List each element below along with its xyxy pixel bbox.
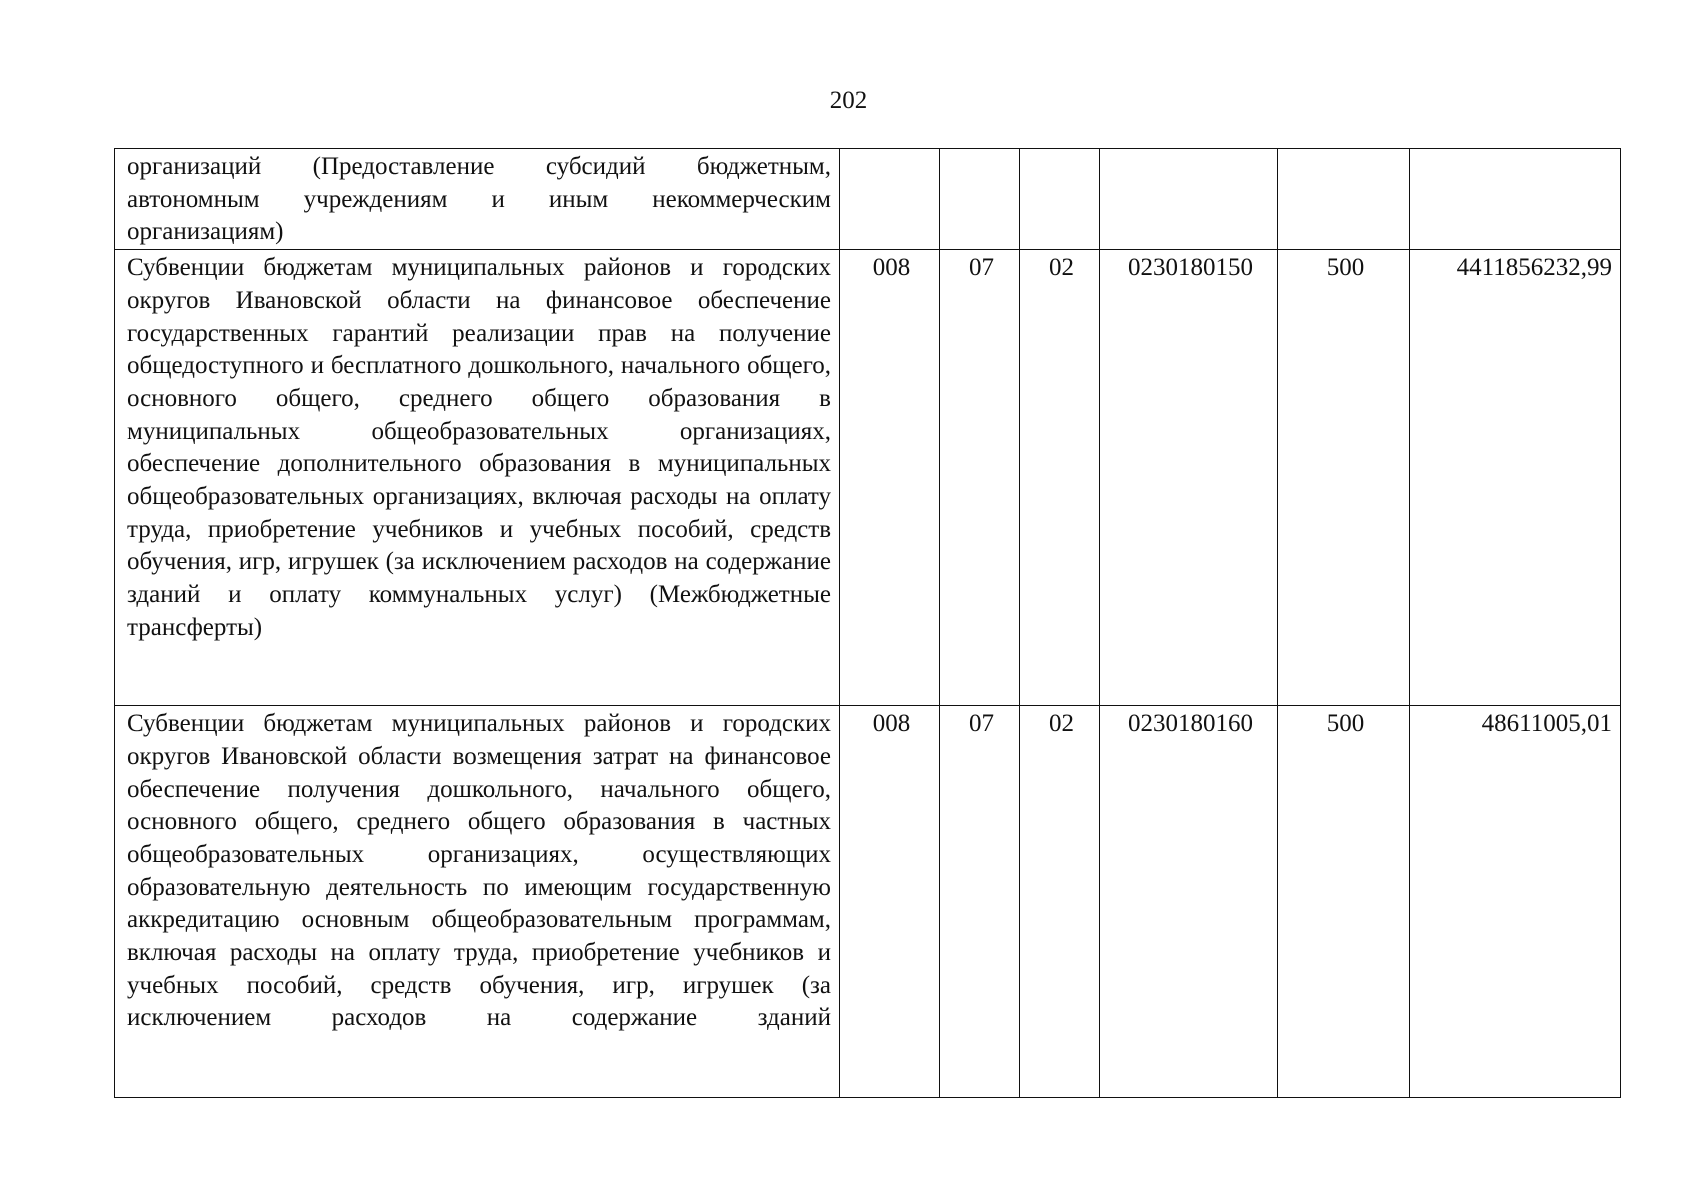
description-line: автономным учреждениям и иным некоммерческим (127, 185, 831, 213)
ministry-code-cell: 008 (840, 250, 940, 706)
description-line: общеобразовательных организациях, осуществляющих (127, 840, 831, 868)
table-row (115, 250, 1621, 706)
description-line: среднего общего образования в частных (356, 808, 831, 836)
description-line: на оплату труда, приобретение учебников и учебных (127, 483, 831, 543)
description-line: городских округов Ивановской области на финансовое (127, 254, 831, 314)
description-line: пособий, средств обучения, игр, игрушек (246, 971, 774, 999)
description-line: организаций (Предоставление субсидий бюджетным, (127, 153, 831, 180)
ministry-code-cell: 008 (840, 706, 940, 1098)
expense-type-cell: 500 (1278, 706, 1410, 1098)
subsection-code-cell: 02 (1020, 250, 1100, 706)
description-line: (за исключением расходов на содержание зданий (127, 971, 832, 1032)
amount-cell: 48611005,01 (1410, 706, 1621, 1098)
description-line: городских округов Ивановской области возмещения (127, 710, 831, 770)
description-line: оплату труда, приобретение учебников и учебных (127, 939, 831, 999)
description-line: образовательную деятельность по имеющим (127, 873, 632, 901)
table-row (115, 149, 1621, 250)
table-body (115, 149, 1621, 1098)
description-line: (за исключением расходов на содержание зданий и (127, 548, 831, 609)
table-row (115, 706, 1621, 1098)
description-line: общеобразовательных организациях, включая расходы (127, 483, 718, 511)
page-number: 202 (829, 87, 868, 114)
expense-type-cell (1278, 149, 1410, 250)
description-cell (115, 250, 840, 706)
description-line: дошкольного, начального общего, основного общего, (127, 352, 832, 412)
expense-type-cell: 500 (1278, 250, 1410, 706)
description-cell (115, 149, 840, 250)
description-line: среднего общего образования в муниципальных (127, 384, 831, 445)
amount-cell: 4411856232,99 (1410, 250, 1621, 706)
section-code-cell: 07 (940, 250, 1020, 706)
description-line: государственную аккредитацию основным (127, 873, 831, 934)
description-line: общеобразовательных организациях, обеспечение (127, 417, 832, 478)
subsection-code-cell (1020, 149, 1100, 250)
description-cell (115, 706, 840, 1098)
target-article-cell: 0230180150 (1100, 250, 1278, 706)
budget-table (114, 148, 1621, 1098)
ministry-code-cell (840, 149, 940, 250)
target-article-cell (1100, 149, 1278, 250)
description-line: затрат на финансовое обеспечение получения (127, 742, 832, 803)
description-line: пособий, средств обучения, игр, игрушек (127, 515, 832, 576)
description-line: обеспечение государственных гарантий реализации прав (127, 286, 831, 347)
description-line: трансферты) (127, 613, 263, 641)
description-line: дополнительного образования в муниципальных (277, 450, 832, 478)
subsection-code-cell: 02 (1020, 706, 1100, 1098)
description-line: организациям) (127, 218, 284, 246)
description-line: дошкольного, начального общего, основного общего, (127, 775, 831, 836)
description-line: на получение общедоступного и бесплатного (127, 319, 831, 380)
amount-cell (1410, 149, 1621, 250)
target-article-cell: 0230180160 (1100, 706, 1278, 1098)
description-line: оплату коммунальных услуг) (Межбюджетные (269, 581, 832, 609)
description-line: общеобразовательным программам, включая расходы на (127, 906, 831, 967)
section-code-cell (940, 149, 1020, 250)
section-code-cell: 07 (940, 706, 1020, 1098)
description-line: Субвенции бюджетам муниципальных районов и (127, 710, 704, 738)
description-line: Субвенции бюджетам муниципальных районов и (127, 254, 704, 282)
